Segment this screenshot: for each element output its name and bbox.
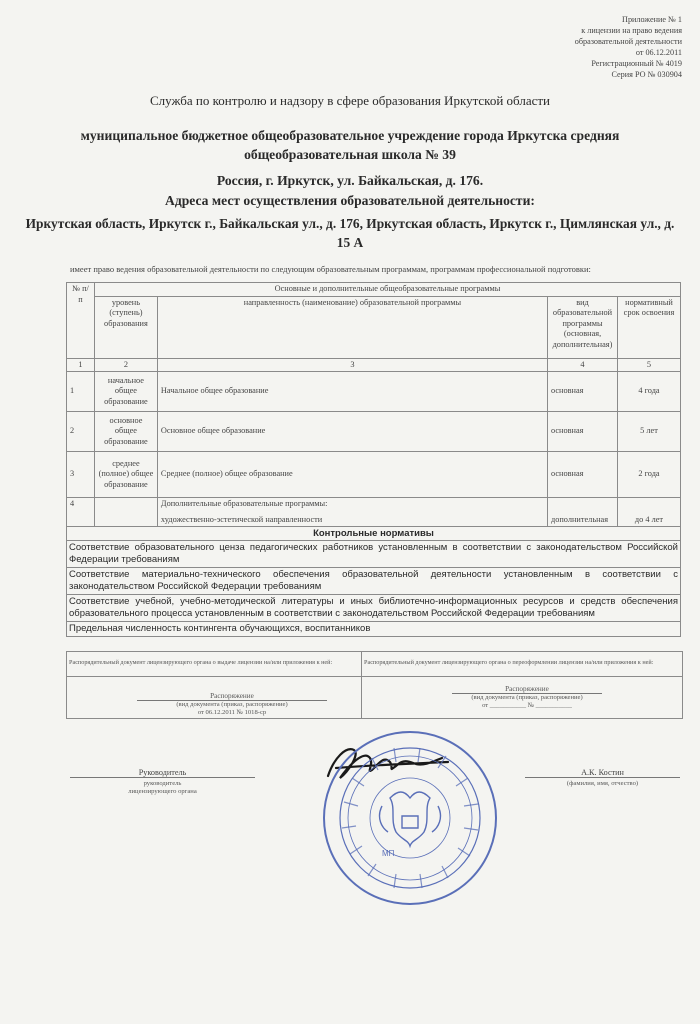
appendix-header	[575, 14, 682, 80]
divider	[362, 676, 682, 677]
appendix-line: образовательной деятельности	[574, 37, 682, 46]
authority-name: Служба по контролю и надзору в сфере образования Иркутской области	[149, 93, 551, 108]
divider	[67, 676, 361, 677]
appendix-line: Регистрационный № 4019	[591, 59, 682, 68]
row-term: 2 года	[617, 452, 680, 498]
col-number: 5	[617, 358, 680, 372]
issue-document-type: Распоряжение	[137, 692, 327, 701]
issue-document	[67, 652, 362, 718]
row-num: 2	[67, 412, 95, 452]
row-direction-title: Дополнительные образовательные программы:	[160, 499, 328, 508]
row-num: 4	[67, 498, 95, 527]
row-term: 4 года	[617, 372, 680, 412]
issue-document-title: Распорядительный документ лицензирующего органа о выдаче лицензии на/или приложения к ней:	[69, 659, 333, 666]
organization-name: муниципальное бюджетное общеобразовательное учреждение города Иркутска средняя общеобразовательная школа № 39	[80, 128, 620, 162]
official-stamp	[320, 728, 500, 908]
row-level: основное общее образование	[94, 412, 157, 452]
programs-table	[66, 282, 681, 527]
table-row	[67, 412, 681, 452]
legal-address: Россия, г. Иркутск, ул. Байкальская, д. 176.	[216, 173, 484, 188]
col-number: 4	[548, 358, 618, 372]
row-num: 3	[67, 452, 95, 498]
control-norms	[66, 526, 681, 637]
signer-name-caption: (фамилия, имя, отчество)	[566, 780, 639, 787]
head-caption-2: лицензирующего органа	[128, 788, 197, 795]
control-norms-title: Контрольные нормативы	[66, 526, 681, 541]
control-norm-item: Соответствие материально-технического обеспечения образовательной деятельности установленным в соответствии с законодательством Российской Федерации требованиям	[66, 568, 681, 595]
row-kind: основная	[548, 372, 618, 412]
control-norm-item: Предельная численность контингента обучающихся, воспитанников	[66, 622, 681, 637]
intro-text: имеет право ведения образовательной деятельности по следующим образовательным программам, программам профессиональной подготовки:	[70, 264, 591, 274]
row-direction: Среднее (полное) общее образование	[157, 452, 547, 498]
row-term: до 4 лет	[617, 498, 680, 527]
row-direction-subtitle: художественно-эстетической направленности	[160, 514, 323, 524]
table-row	[67, 452, 681, 498]
administrative-documents	[66, 651, 683, 719]
stamp-mp: МП	[382, 849, 395, 858]
appendix-line: Серия РО № 030904	[611, 70, 682, 79]
row-kind: основная	[548, 452, 618, 498]
col-header-num: № п/п	[67, 283, 95, 359]
appendix-line: к лицензии на право ведения	[581, 26, 682, 35]
head-label: Руководитель	[70, 768, 255, 778]
row-level: среднее (полное) общее образование	[94, 452, 157, 498]
col-header-kind: вид образовательной программы (основная, дополнительная)	[548, 296, 618, 358]
col-header-level: уровень (ступень) образования	[94, 296, 157, 358]
column-number-row	[67, 358, 681, 372]
addresses-title: Адреса мест осуществления образовательной деятельности:	[165, 193, 535, 208]
row-level	[94, 498, 157, 527]
reissue-document	[362, 652, 682, 718]
control-norm-item: Соответствие учебной, учебно-методической литературы и иных библиотечно-информационных ресурсов и средств обеспечения образовательного процесса установленным в соответствии с законодательством Российской Федерации требованиям	[66, 595, 681, 622]
issue-document-date: от 06.12.2011 № 1018-ср	[197, 709, 267, 716]
control-norm-item: Соответствие образовательного ценза педагогических работников установленным в соответствии с законодательством Российской Федерации требованиям	[66, 541, 681, 568]
table-row	[67, 372, 681, 412]
appendix-line: Приложение № 1	[622, 15, 682, 24]
table-row	[67, 498, 681, 527]
row-kind: дополнительная	[548, 498, 618, 527]
reissue-document-caption: (вид документа (приказ, распоряжение)	[471, 694, 583, 701]
col-number: 2	[94, 358, 157, 372]
row-level: начальное общее образование	[94, 372, 157, 412]
signer-name: А.К. Костин	[525, 768, 680, 778]
addresses-list: Иркутская область, Иркутск г., Байкальская ул., д. 176, Иркутская область, Иркутск г., Цимлянская ул., д. 15 А	[25, 216, 675, 250]
col-header-group: Основные и дополнительные общеобразовательные программы	[94, 283, 680, 297]
row-direction: Начальное общее образование	[157, 372, 547, 412]
appendix-line: от 06.12.2011	[635, 48, 682, 57]
col-header-term: нормативный срок освоения	[617, 296, 680, 358]
row-num: 1	[67, 372, 95, 412]
reissue-document-type: Распоряжение	[452, 685, 602, 694]
row-kind: основная	[548, 412, 618, 452]
col-number: 1	[67, 358, 95, 372]
head-caption-1: руководитель	[143, 780, 182, 787]
row-direction: Основное общее образование	[157, 412, 547, 452]
reissue-document-title: Распорядительный документ лицензирующего органа о переоформлении лицензии на/или приложения к ней:	[364, 659, 654, 666]
reissue-document-date: от ___________ № ___________	[482, 702, 572, 709]
col-header-direction: направленность (наименование) образовательной программы	[157, 296, 547, 358]
col-number: 3	[157, 358, 547, 372]
issue-document-caption: (вид документа (приказ, распоряжение)	[176, 701, 288, 708]
row-direction	[157, 498, 547, 527]
row-term: 5 лет	[617, 412, 680, 452]
